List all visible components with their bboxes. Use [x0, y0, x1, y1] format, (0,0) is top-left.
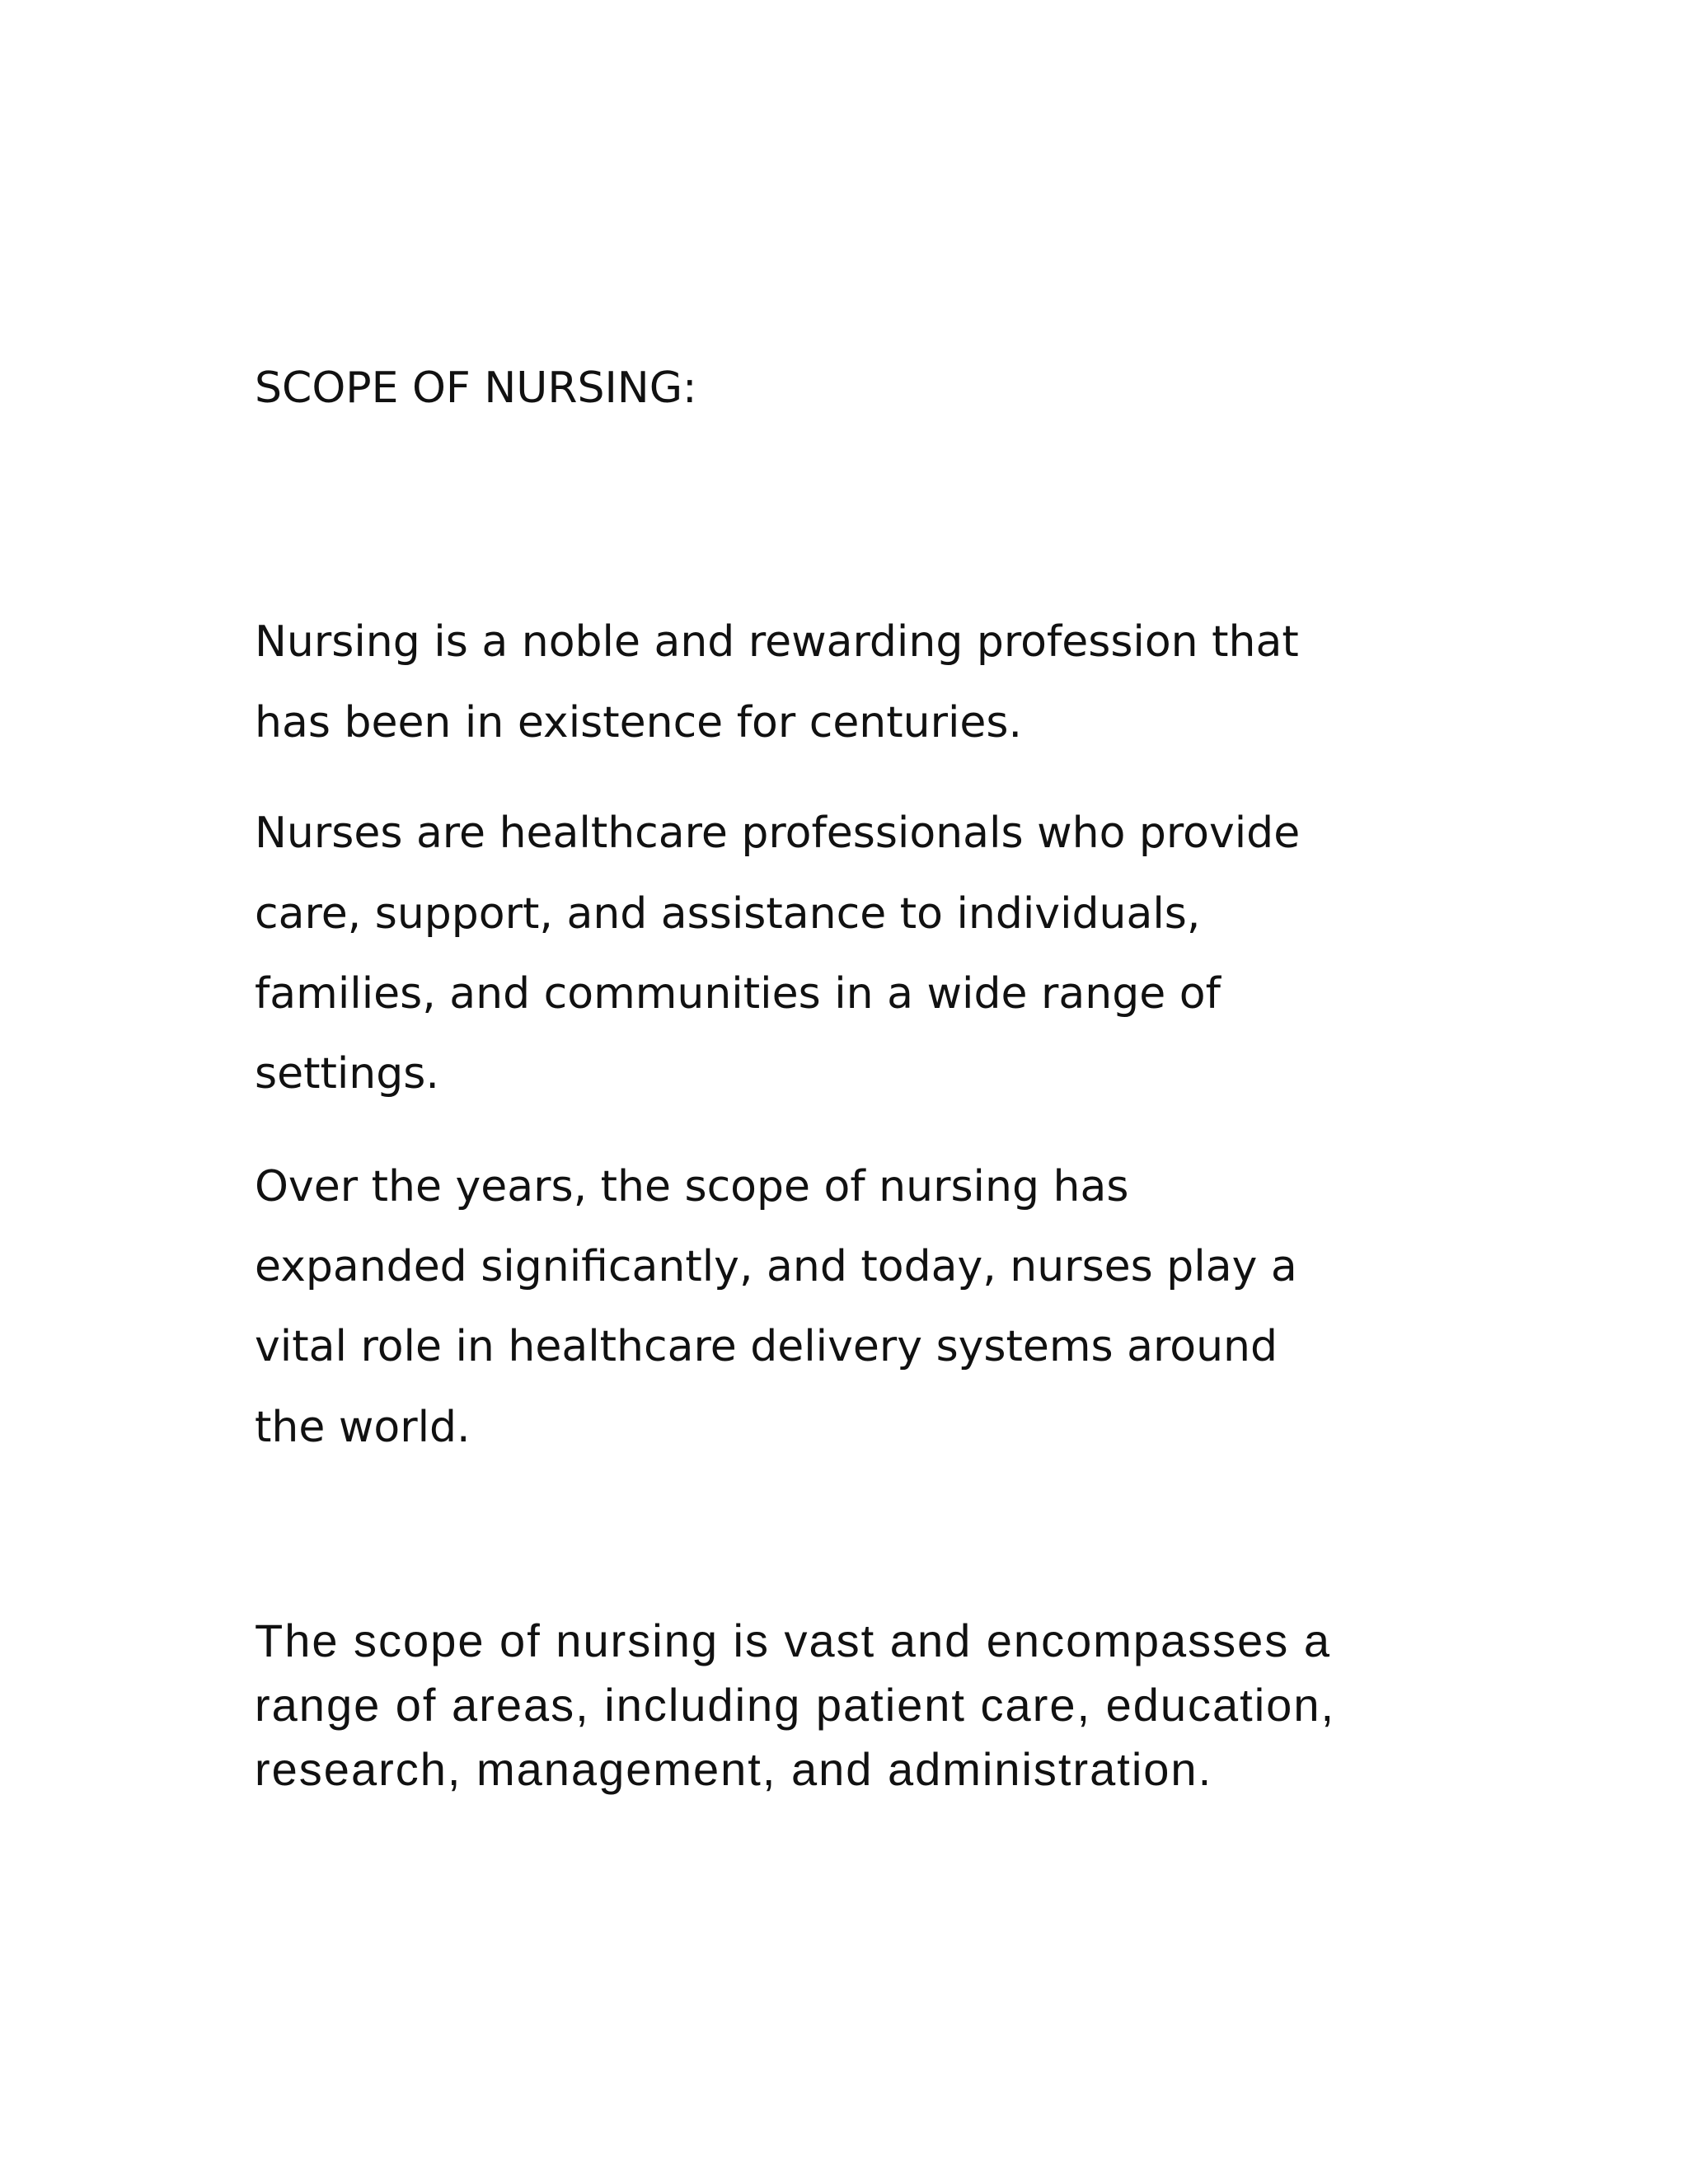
- paragraph-3-line-4: the world.: [255, 1403, 471, 1452]
- paragraph-4-line-3: research, management, and administration.: [255, 1743, 1213, 1795]
- paragraph-2-line-1: Nurses are healthcare professionals who provide: [255, 808, 1301, 858]
- paragraph-2-line-3: families, and communities in a wide range of: [255, 969, 1221, 1019]
- paragraph-2-line-4: settings.: [255, 1049, 439, 1099]
- paragraph-3-line-1: Over the years, the scope of nursing has: [255, 1162, 1129, 1212]
- paragraph-4-line-1: The scope of nursing is vast and encompasses a: [255, 1615, 1332, 1666]
- paragraph-2-line-2: care, support, and assistance to individuals,: [255, 889, 1201, 939]
- paragraph-3-line-3: vital role in healthcare delivery systems around: [255, 1322, 1278, 1371]
- paragraph-1-line-2: has been in existence for centuries.: [255, 698, 1023, 748]
- paragraph-3-line-2: expanded significantly, and today, nurses play a: [255, 1242, 1297, 1291]
- paragraph-1-line-1: Nursing is a noble and rewarding profession that: [255, 617, 1299, 667]
- page-title: SCOPE OF NURSING:: [255, 363, 697, 413]
- paragraph-4-line-2: range of areas, including patient care, education,: [255, 1679, 1336, 1731]
